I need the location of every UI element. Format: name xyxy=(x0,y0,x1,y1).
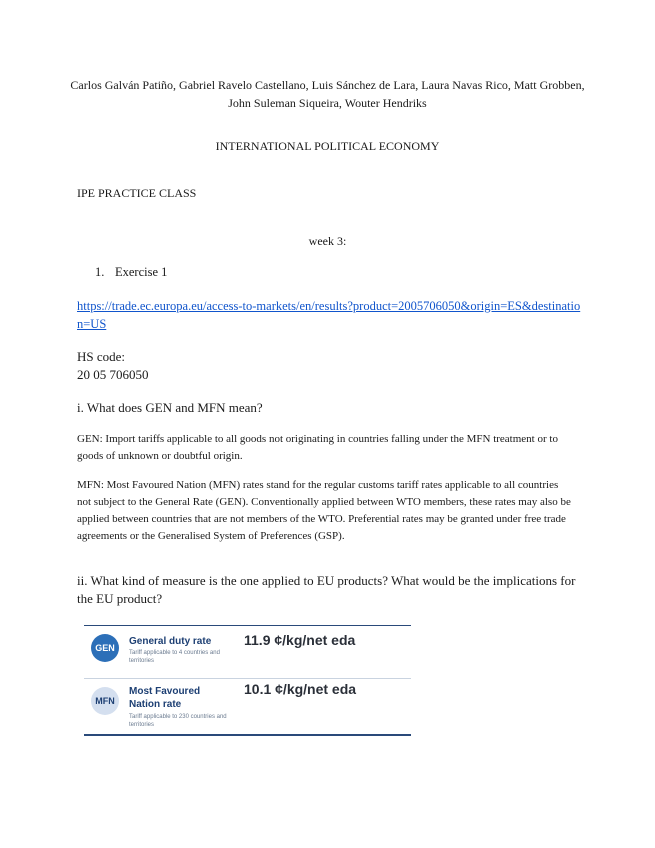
mfn-badge-icon: MFN xyxy=(91,687,119,715)
gen-badge-icon: GEN xyxy=(91,634,119,662)
gen-rate-subtitle: Tariff applicable to 4 countries and territories xyxy=(129,650,220,664)
mfn-rate-value: 10.1 ¢/kg/net eda xyxy=(244,681,357,697)
authors: Carlos Galván Patiño, Gabriel Ravelo Castellano, Luis Sánchez de Lara, Laura Navas Rico, Matt Grobben, John Suleman Siqueira, Wouter Hendriks xyxy=(70,78,585,110)
gen-rate-value: 11.9 ¢/kg/net eda xyxy=(244,632,356,648)
practice-class-heading: IPE PRACTICE CLASS xyxy=(77,186,197,200)
card-bottom-border xyxy=(84,734,411,736)
card-divider xyxy=(84,678,411,679)
hs-code-block xyxy=(77,348,149,384)
gen-definition: GEN: Import tariffs applicable to all goods not originating in countries falling under the MFN treatment or to goods of unknown or doubtful origin. xyxy=(77,433,558,462)
card-top-border xyxy=(84,625,411,626)
course-title: INTERNATIONAL POLITICAL ECONOMY xyxy=(215,139,440,153)
question-1: i. What does GEN and MFN mean? xyxy=(77,400,263,415)
hs-code-label: HS code: xyxy=(77,349,126,364)
week-text: week 3: xyxy=(308,234,347,248)
week-label xyxy=(0,234,655,249)
exercise-item xyxy=(95,265,167,280)
mfn-rate-title: Most Favoured Nation rate xyxy=(129,686,201,710)
tariff-card xyxy=(84,625,411,736)
access-to-markets-link[interactable]: https://trade.ec.europa.eu/access-to-markets/en/results?product=2005706050&origin=ES&destination=US xyxy=(77,299,581,331)
exercise-label: Exercise 1 xyxy=(115,265,168,279)
exercise-number: 1. xyxy=(95,265,105,279)
gen-rate-title: General duty rate xyxy=(129,636,212,647)
hs-code-value: 20 05 706050 xyxy=(77,367,149,382)
mfn-rate-subtitle: Tariff applicable to 230 countries and territories xyxy=(129,714,227,728)
mfn-definition: MFN: Most Favoured Nation (MFN) rates stand for the regular customs tariff rates applicable to all countries not subject to the General Rate (GEN). Conventionally applied between WTO members, these rates may also be applied between countries that are not members of the WTO. Preferential rates may be granted under free trade agreements or the Generalised System of Preferences (GSP). xyxy=(77,479,571,542)
question-2: ii. What kind of measure is the one applied to EU products? What would be the implications for the EU product? xyxy=(77,573,576,606)
